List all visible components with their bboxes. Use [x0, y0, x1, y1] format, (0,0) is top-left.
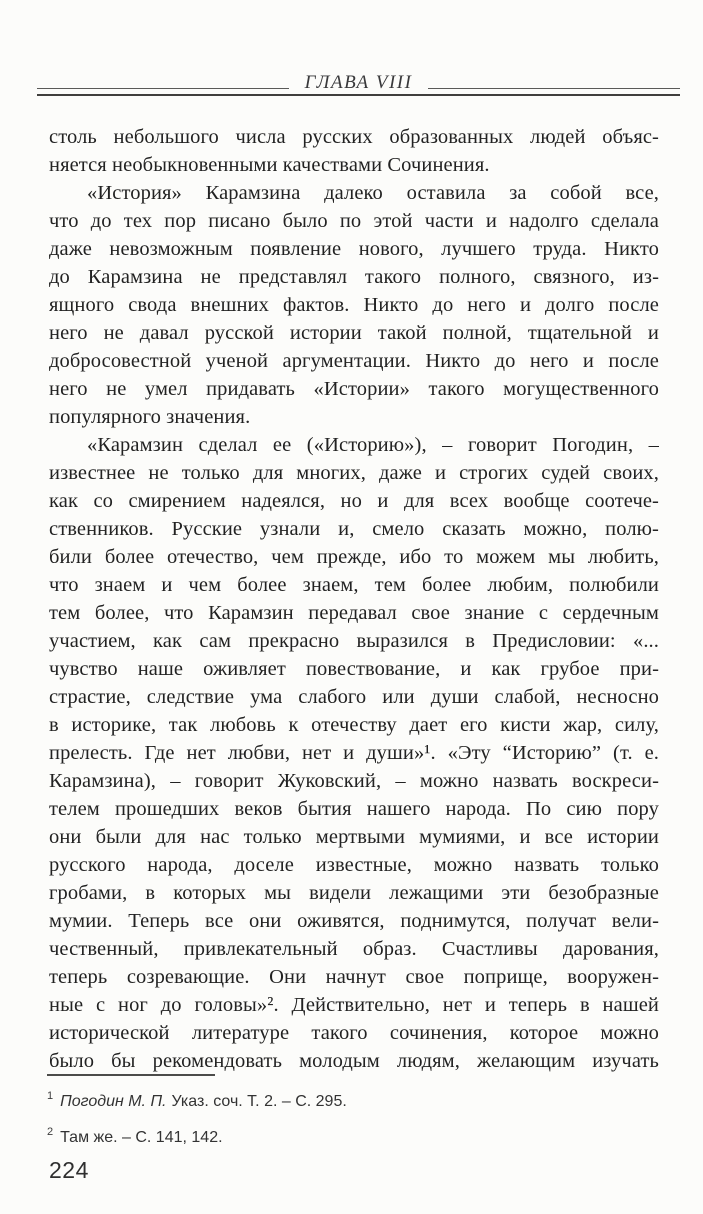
text-line: они были для нас только мертвыми мумиями, и все истории	[49, 826, 659, 848]
text-line: няется необыкновенными качествами Сочинения.	[49, 154, 490, 176]
text-line: чественный, привлекательный образ. Счастливы дарования,	[49, 938, 659, 960]
text-line: ные с ног до головы»². Действительно, нет и теперь в нашей	[49, 994, 659, 1016]
text-line: участием, как сам прекрасно выразился в Предисловии: «...	[49, 630, 659, 652]
text-line: как со смирением надеялся, но и для всех вообще соотече-	[49, 490, 659, 512]
text-line: страстие, следствие ума слабого или души слабой, несносно	[49, 686, 659, 708]
text-line: него не давал русской истории такой полной, тщательной и	[49, 322, 659, 344]
text-line: в историке, так любовь к отечеству дает его кисти жар, силу,	[49, 714, 659, 736]
text-line: до Карамзина не представлял такого полного, связного, из-	[49, 266, 659, 288]
text-line: что до тех пор писано было по этой части и надолго сделала	[49, 210, 659, 232]
footnote	[47, 1122, 659, 1148]
text-line: прелесть. Где нет любви, нет и души»¹. «Эту “Историю” (т. е.	[49, 742, 659, 764]
footnote	[47, 1086, 659, 1112]
footnote-text: Там же. – С. 141, 142.	[60, 1129, 223, 1146]
text-line: гробами, в которых мы видели лежащими эти безобразные	[49, 882, 659, 904]
text-line: русского народа, доселе известные, можно назвать только	[49, 854, 659, 876]
paragraph	[49, 123, 659, 179]
text-line: телем прошедших веков бытия нашего народа. По сию пору	[49, 798, 659, 820]
text-line: мумии. Теперь все они оживятся, поднимутся, получат вели-	[49, 910, 659, 932]
text-line: теперь созревающие. Они начнут свое поприще, вооружен-	[49, 966, 659, 988]
paragraph	[49, 431, 659, 1075]
text-line: было бы рекомендовать молодым людям, желающим изучать	[49, 1050, 659, 1072]
text-line: известнее не только для многих, даже и строгих судей своих,	[49, 462, 659, 484]
header-thick-rule	[37, 94, 680, 96]
text-line: что знаем и чем более знаем, тем более любим, полюбили	[49, 574, 659, 596]
page-number: 224	[49, 1157, 89, 1183]
text-line: даже невозможным появление нового, лучшего труда. Никто	[49, 238, 659, 260]
text-line: чувство наше оживляет повествование, и как грубое при-	[49, 658, 659, 680]
body-text	[49, 123, 659, 1075]
text-line: тем более, что Карамзин передавал свое знание с сердечным	[49, 602, 659, 624]
footnotes-section	[47, 1074, 659, 1158]
footnote-list	[47, 1086, 659, 1148]
text-line: него не умел придавать «Истории» такого могущественного	[49, 378, 659, 400]
footnote-marker: 1	[47, 1090, 54, 1102]
running-head	[37, 72, 680, 96]
footnote-marker: 2	[47, 1126, 54, 1138]
chapter-title: ГЛАВА VIII	[304, 72, 413, 93]
text-line: ящного свода внешних фактов. Никто до него и долго после	[49, 294, 659, 316]
text-line: столь небольшого числа русских образованных людей объяс-	[49, 126, 659, 148]
footnote-separator	[47, 1074, 215, 1076]
footnote-author: Погодин М. П.	[60, 1093, 167, 1110]
text-line: Карамзина), – говорит Жуковский, – можно назвать воскреси-	[49, 770, 659, 792]
text-line: ственников. Русские узнали и, смело сказать можно, полю-	[49, 518, 659, 540]
text-line: «Карамзин сделал ее («Историю»), – говорит Погодин, –	[87, 434, 659, 456]
footnote-text: Указ. соч. Т. 2. – С. 295.	[171, 1093, 347, 1110]
header-rule-right	[428, 88, 680, 89]
text-line: популярного значения.	[49, 406, 251, 428]
text-line: били более отечество, чем прежде, ибо то можем мы любить,	[49, 546, 659, 568]
text-line: «История» Карамзина далеко оставила за собой все,	[87, 182, 659, 204]
text-line: добросовестной ученой аргументации. Никто до него и после	[49, 350, 659, 372]
header-rule-left	[37, 88, 289, 89]
paragraph	[49, 179, 659, 431]
text-line: исторической литературе такого сочинения, которое можно	[49, 1022, 659, 1044]
